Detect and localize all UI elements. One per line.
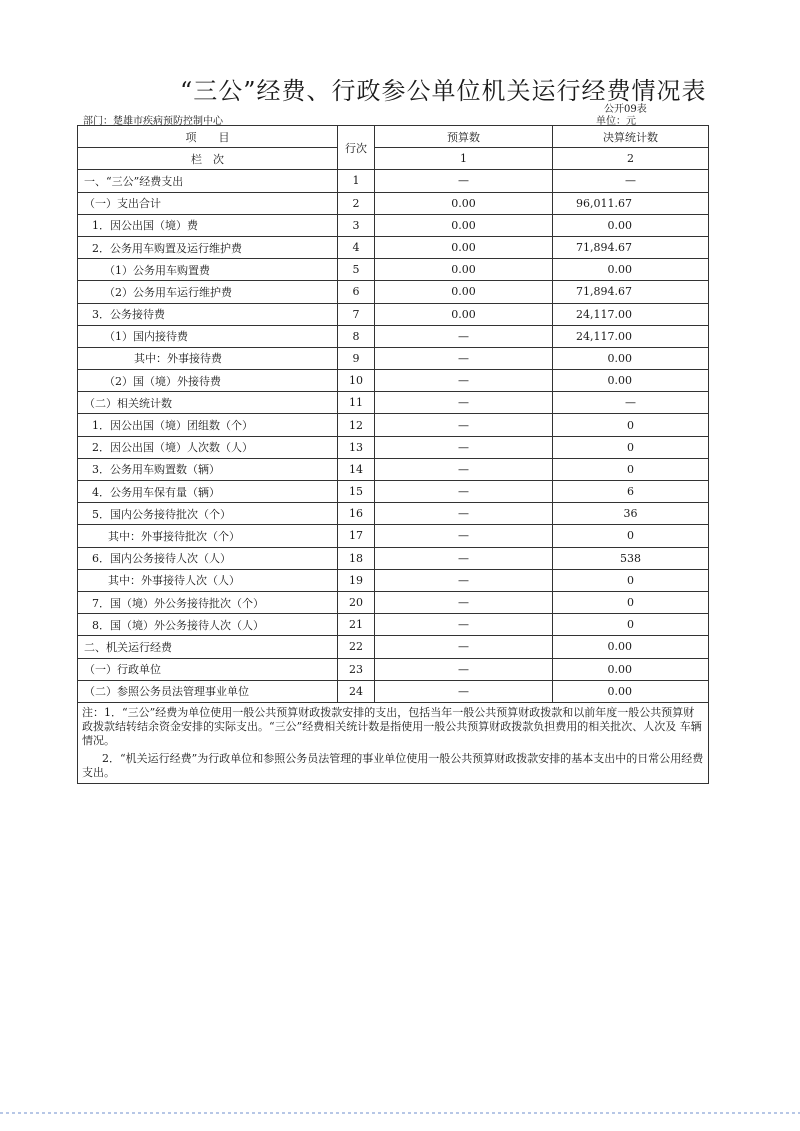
row-budget: 0.00 bbox=[375, 303, 553, 325]
row-final: 6 bbox=[553, 481, 709, 503]
row-final: 0 bbox=[553, 569, 709, 591]
row-budget: — bbox=[375, 547, 553, 569]
row-final: 538 bbox=[553, 547, 709, 569]
row-label: 2．公务用车购置及运行维护费 bbox=[78, 236, 338, 258]
page-title: “三公”经费、行政参公单位机关运行经费情况表 bbox=[180, 77, 707, 105]
table-row bbox=[78, 192, 709, 214]
note-1: 注：1．“三公”经费为单位使用一般公共预算财政拨款安排的支出，包括当年一般公共预算财政拨款和以前年度一般公共预算财政拨款结转结余资金安排的实际支出。“三公”经费相关统计数是指使用一般公共预算财政拨款负担费用的相关批次、人次及 车辆情况。 bbox=[82, 705, 702, 747]
row-label: 6．国内公务接待人次（人） bbox=[78, 547, 338, 569]
column-number-row bbox=[78, 148, 709, 170]
row-no: 15 bbox=[338, 481, 375, 503]
table-row bbox=[78, 547, 709, 569]
row-budget: — bbox=[375, 392, 553, 414]
table-row bbox=[78, 614, 709, 636]
row-final: 0.00 bbox=[553, 214, 709, 236]
row-budget: — bbox=[375, 325, 553, 347]
row-final: 36 bbox=[553, 503, 709, 525]
row-no: 8 bbox=[338, 325, 375, 347]
row-budget: — bbox=[375, 525, 553, 547]
row-no: 24 bbox=[338, 680, 375, 702]
row-budget: 0.00 bbox=[375, 281, 553, 303]
row-label: （2）国（境）外接待费 bbox=[78, 370, 338, 392]
table-row bbox=[78, 370, 709, 392]
row-label: 二、机关运行经费 bbox=[78, 636, 338, 658]
table-row bbox=[78, 569, 709, 591]
row-no: 23 bbox=[338, 658, 375, 680]
row-budget: — bbox=[375, 170, 553, 192]
row-no: 2 bbox=[338, 192, 375, 214]
table-row bbox=[78, 525, 709, 547]
row-final: 0 bbox=[553, 414, 709, 436]
row-budget: — bbox=[375, 436, 553, 458]
row-budget: 0.00 bbox=[375, 259, 553, 281]
notes-cell bbox=[78, 702, 709, 783]
table-row bbox=[78, 636, 709, 658]
header-item: 项 目 bbox=[78, 126, 338, 148]
table-row bbox=[78, 281, 709, 303]
row-final: 0 bbox=[553, 591, 709, 613]
row-final: 0 bbox=[553, 458, 709, 480]
row-budget: 0.00 bbox=[375, 214, 553, 236]
row-budget: — bbox=[375, 370, 553, 392]
table-row bbox=[78, 414, 709, 436]
row-label: （1）公务用车购置费 bbox=[78, 259, 338, 281]
row-label: （二）相关统计数 bbox=[78, 392, 338, 414]
row-no: 16 bbox=[338, 503, 375, 525]
row-no: 3 bbox=[338, 214, 375, 236]
row-budget: — bbox=[375, 458, 553, 480]
row-label: 1．因公出国（境）团组数（个） bbox=[78, 414, 338, 436]
row-no: 18 bbox=[338, 547, 375, 569]
row-label: 其中：外事接待人次（人） bbox=[78, 569, 338, 591]
row-final: 0.00 bbox=[553, 680, 709, 702]
row-label: 2．因公出国（境）人次数（人） bbox=[78, 436, 338, 458]
row-final: 71,894.67 bbox=[553, 281, 709, 303]
row-final: 96,011.67 bbox=[553, 192, 709, 214]
row-final: — bbox=[553, 170, 709, 192]
row-final: 71,894.67 bbox=[553, 236, 709, 258]
header-sub-budget: 1 bbox=[375, 148, 553, 170]
header-sub-item: 栏 次 bbox=[78, 148, 338, 170]
row-no: 4 bbox=[338, 236, 375, 258]
row-final: 24,117.00 bbox=[553, 303, 709, 325]
row-budget: — bbox=[375, 658, 553, 680]
row-final: — bbox=[553, 392, 709, 414]
table-row bbox=[78, 347, 709, 369]
row-budget: — bbox=[375, 569, 553, 591]
row-budget: 0.00 bbox=[375, 192, 553, 214]
row-final: 0.00 bbox=[553, 370, 709, 392]
row-label: （1）国内接待费 bbox=[78, 325, 338, 347]
row-final: 24,117.00 bbox=[553, 325, 709, 347]
row-label: 一、“三公”经费支出 bbox=[78, 170, 338, 192]
row-budget: 0.00 bbox=[375, 236, 553, 258]
notes-row bbox=[78, 702, 709, 783]
table-row bbox=[78, 236, 709, 258]
table-code: 公开09表 bbox=[604, 104, 647, 115]
row-no: 14 bbox=[338, 458, 375, 480]
table-row bbox=[78, 214, 709, 236]
scan-edge-line bbox=[0, 1112, 800, 1114]
row-label: 8．国（境）外公务接待人次（人） bbox=[78, 614, 338, 636]
table-row bbox=[78, 259, 709, 281]
row-no: 5 bbox=[338, 259, 375, 281]
row-label: 4．公务用车保有量（辆） bbox=[78, 481, 338, 503]
row-label: 7．国（境）外公务接待批次（个） bbox=[78, 591, 338, 613]
row-no: 21 bbox=[338, 614, 375, 636]
row-final: 0 bbox=[553, 525, 709, 547]
row-label: （二）参照公务员法管理事业单位 bbox=[78, 680, 338, 702]
row-no: 10 bbox=[338, 370, 375, 392]
table-row bbox=[78, 325, 709, 347]
row-no: 1 bbox=[338, 170, 375, 192]
table-row bbox=[78, 170, 709, 192]
row-label: 3．公务用车购置数（辆） bbox=[78, 458, 338, 480]
row-label: （2）公务用车运行维护费 bbox=[78, 281, 338, 303]
header-row bbox=[78, 126, 709, 148]
table-row bbox=[78, 458, 709, 480]
row-no: 7 bbox=[338, 303, 375, 325]
row-budget: — bbox=[375, 481, 553, 503]
table-row bbox=[78, 503, 709, 525]
note-2: 2．“机关运行经费”为行政单位和参照公务员法管理的事业单位使用一般公共预算财政拨款安排的基本支出中的日常公用经费支出。 bbox=[82, 751, 704, 779]
row-no: 20 bbox=[338, 591, 375, 613]
row-no: 11 bbox=[338, 392, 375, 414]
row-final: 0 bbox=[553, 436, 709, 458]
row-final: 0.00 bbox=[553, 259, 709, 281]
row-no: 9 bbox=[338, 347, 375, 369]
header-sub-final: 2 bbox=[553, 148, 709, 170]
row-no: 17 bbox=[338, 525, 375, 547]
row-budget: — bbox=[375, 614, 553, 636]
row-label: 其中：外事接待批次（个） bbox=[78, 525, 338, 547]
expense-table bbox=[77, 125, 709, 784]
row-no: 12 bbox=[338, 414, 375, 436]
department-label: 部门：楚雄市疾病预防控制中心 bbox=[83, 116, 223, 127]
row-label: 5．国内公务接待批次（个） bbox=[78, 503, 338, 525]
unit-label: 单位：元 bbox=[596, 116, 636, 127]
row-budget: — bbox=[375, 347, 553, 369]
row-no: 6 bbox=[338, 281, 375, 303]
row-label: 3．公务接待费 bbox=[78, 303, 338, 325]
row-no: 22 bbox=[338, 636, 375, 658]
row-label: （一）行政单位 bbox=[78, 658, 338, 680]
header-row-no: 行次 bbox=[338, 126, 375, 170]
table-row bbox=[78, 658, 709, 680]
row-budget: — bbox=[375, 503, 553, 525]
row-final: 0.00 bbox=[553, 636, 709, 658]
row-label: 1．因公出国（境）费 bbox=[78, 214, 338, 236]
row-no: 13 bbox=[338, 436, 375, 458]
header-budget: 预算数 bbox=[375, 126, 553, 148]
row-label: 其中：外事接待费 bbox=[78, 347, 338, 369]
row-budget: — bbox=[375, 680, 553, 702]
row-budget: — bbox=[375, 591, 553, 613]
row-budget: — bbox=[375, 636, 553, 658]
row-final: 0.00 bbox=[553, 347, 709, 369]
header-final: 决算统计数 bbox=[553, 126, 709, 148]
row-no: 19 bbox=[338, 569, 375, 591]
row-final: 0 bbox=[553, 614, 709, 636]
table-row bbox=[78, 436, 709, 458]
table-row bbox=[78, 392, 709, 414]
row-label: （一）支出合计 bbox=[78, 192, 338, 214]
table-row bbox=[78, 303, 709, 325]
row-final: 0.00 bbox=[553, 658, 709, 680]
table-row bbox=[78, 591, 709, 613]
table-row bbox=[78, 481, 709, 503]
row-budget: — bbox=[375, 414, 553, 436]
table-row bbox=[78, 680, 709, 702]
